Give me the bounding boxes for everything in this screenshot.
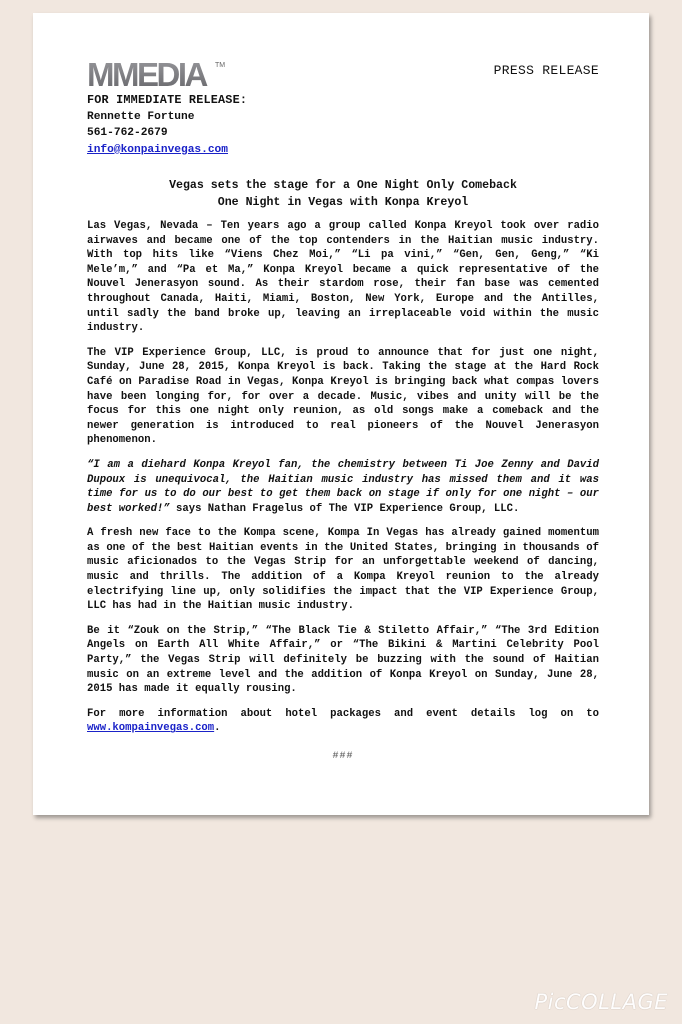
headline-line-1: Vegas sets the stage for a One Night Only Comeback bbox=[169, 179, 517, 192]
headline-line-2: One Night in Vegas with Konpa Kreyol bbox=[217, 196, 469, 209]
quote-text: “I am a diehard Konpa Kreyol fan, the chemistry between Ti Joe Zenny and David Dupoux is unequivocal, the Haitian music industry has missed them and it was time for us to do our best to get them back on stage if only for one night – our best worked!” bbox=[87, 458, 599, 515]
contact-phone: 561-762-2679 bbox=[87, 127, 168, 139]
paragraph-intro: Las Vegas, Nevada – Ten years ago a group called Konpa Kreyol took over radio airwaves and became one of the top contenders in the Haitian music industry. With top hits like “Viens Chez Moi,” “Li pa vini,” “Gen, Gen, Geng,” “Ki Mele’m,” and “Pa et Ma,” Konpa Kreyol became a quick representative of the Nouvel Jenerasyon sound. As their stardom rose, their fan base was cemented throughout Canada, Haiti, Miami, Boston, New York, Europe and the Antilles, until sadly the band broke up, leaving an irreplaceable void within the music industry. bbox=[87, 220, 599, 335]
press-release-label: PRESS RELEASE bbox=[493, 63, 599, 78]
contact-block bbox=[87, 92, 247, 158]
paragraph-quote bbox=[87, 458, 599, 516]
paragraph-events: Be it “Zouk on the Strip,” “The Black Tie & Stiletto Affair,” “The 3rd Edition Angels on Earth All White Affair,” or “The Bikini & Martini Celebrity Pool Party,” the Vegas Strip will definitely be buzzing with the sound of Haitian music on an extreme level and the addition of Konpa Kreyol on Sunday, June 28, 2015 has made it equally rousing. bbox=[87, 624, 599, 696]
more-info-end: . bbox=[214, 722, 221, 735]
release-body bbox=[87, 219, 599, 765]
mmedia-logo bbox=[87, 57, 227, 91]
end-mark: ### bbox=[332, 751, 354, 762]
release-label: FOR IMMEDIATE RELEASE: bbox=[87, 93, 248, 107]
paragraph-more-info bbox=[87, 707, 599, 736]
svg-text:TM: TM bbox=[215, 62, 226, 69]
piccollage-watermark: PicCOLLAGE bbox=[534, 990, 668, 1014]
quote-attribution: says Nathan Fragelus of The VIP Experience Group, LLC. bbox=[169, 502, 520, 515]
headline bbox=[87, 177, 599, 211]
more-info-text: For more information about hotel packages and event details log on to bbox=[87, 707, 599, 720]
press-release-page bbox=[33, 13, 649, 815]
paragraph-announcement: The VIP Experience Group, LLC, is proud to announce that for just one night, Sunday, June 28, 2015, Konpa Kreyol is back. Taking the stage at the Hard Rock Café on Paradise Road in Vegas, Konpa Kreyol is bringing back what compas lovers have been longing for, for over a decade. Music, vibes and unity will be the focus for this one night only reunion, as old songs make a comeback and the newer generation is introduced to real pioneers of the Nouvel Jenerasyon phenomenon. bbox=[87, 346, 599, 447]
logo-text: MMEDIA bbox=[87, 57, 206, 91]
website-link[interactable]: www.kompainvegas.com bbox=[87, 722, 215, 735]
contact-email-link[interactable]: info@konpainvegas.com bbox=[87, 143, 228, 156]
paragraph-kompa-scene: A fresh new face to the Kompa scene, Kompa In Vegas has already gained momentum as one of the best Haitian events in the United States, bringing in thousands of music aficionados to the Vegas Strip for an unforgettable weekend of dancing, music and thrills. The addition of a Kompa Kreyol reunion to the already electrifying line up, only solidifies the impact that the VIP Experience Group, LLC has had in the Haitian music industry. bbox=[87, 527, 599, 613]
contact-name: Rennette Fortune bbox=[87, 110, 195, 123]
